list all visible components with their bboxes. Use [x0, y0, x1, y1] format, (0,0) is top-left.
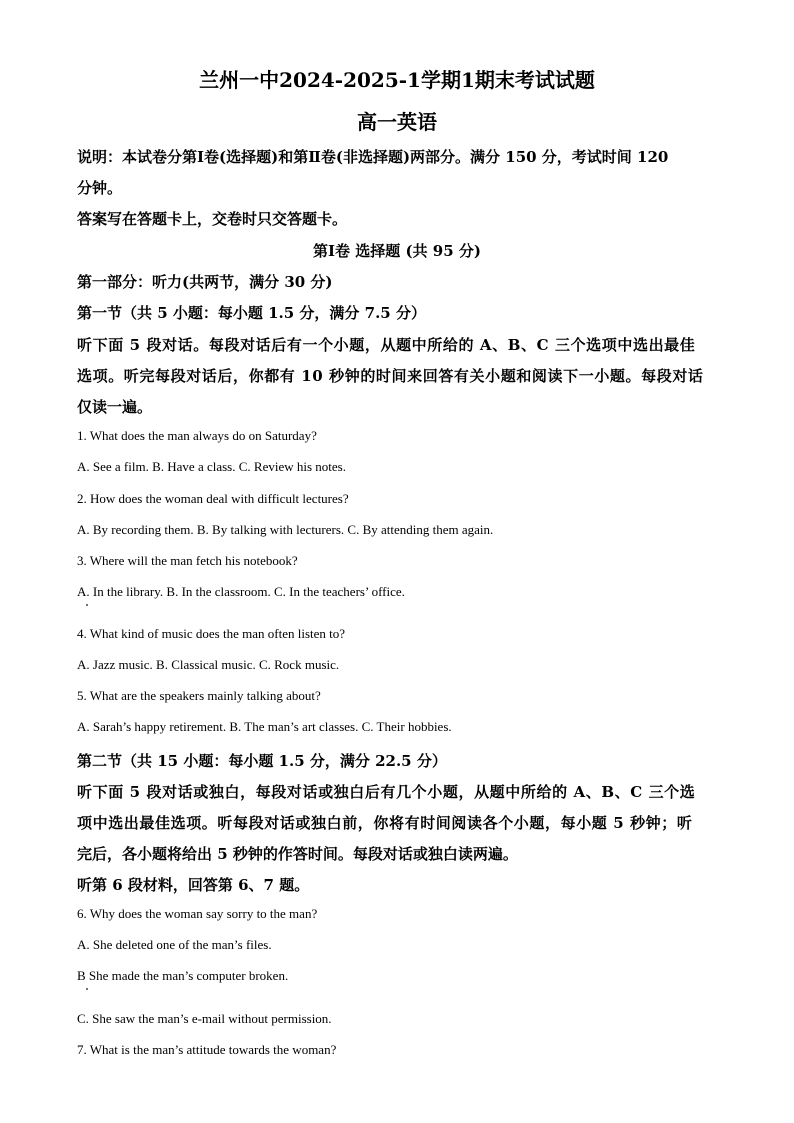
section1-directions-line-3: 仅读一遍。: [77, 398, 153, 416]
instructions-line-1: 说明：本试卷分第Ⅰ卷(选择题)和第Ⅱ卷(非选择题)两部分。满分 150 分，考试时间 120: [77, 148, 669, 166]
question-4-options: A. Jazz music. B. Classical music. C. Rock music.: [77, 657, 340, 672]
material-note: 听第 6 段材料，回答第 6、7 题。: [77, 876, 310, 894]
question-2-options: A. By recording them. B. By talking with lecturers. C. By attending them again.: [77, 522, 494, 537]
section1-directions-line-1: 听下面 5 段对话。每段对话后有一个小题，从题中所给的 A、B、C 三个选项中选出最佳: [77, 336, 696, 354]
question-3-options: A. In the library. B. In the classroom. C. In the teachers’ office.: [77, 584, 405, 599]
question-4: 4. What kind of music does the man often listen to?: [77, 626, 346, 641]
stray-dot-mark: [86, 604, 88, 606]
section2-directions-line-3: 完后，各小题将给出 5 秒钟的作答时间。每段对话或独白读两遍。: [77, 845, 518, 863]
question-7: 7. What is the man’s attitude towards the woman?: [77, 1042, 337, 1057]
exam-title: 兰州一中2024-2025-1学期1期末考试试题: [199, 68, 595, 92]
question-2: 2. How does the woman deal with difficult lectures?: [77, 491, 349, 506]
exam-subtitle: 高一英语: [357, 110, 437, 134]
question-1-options: A. See a film. B. Have a class. C. Review his notes.: [77, 459, 346, 474]
volume-heading: 第Ⅰ卷 选择题 (共 95 分): [313, 242, 481, 260]
question-5: 5. What are the speakers mainly talking about?: [77, 688, 321, 703]
part1-heading: 第一部分：听力(共两节，满分 30 分): [77, 273, 333, 291]
instructions-line-2: 分钟。: [77, 179, 123, 197]
question-6-option-c: C. She saw the man’s e-mail without permission.: [77, 1011, 332, 1026]
question-5-options: A. Sarah’s happy retirement. B. The man’s art classes. C. Their hobbies.: [77, 719, 452, 734]
question-1: 1. What does the man always do on Saturday?: [77, 428, 317, 443]
section1-heading: 第一节（共 5 小题：每小题 1.5 分，满分 7.5 分）: [77, 304, 426, 322]
section1-directions-line-2: 选项。听完每段对话后，你都有 10 秒钟的时间来回答有关小题和阅读下一小题。每段对话: [77, 367, 704, 385]
question-6-option-b: B She made the man’s computer broken.: [77, 968, 289, 983]
section2-heading: 第二节（共 15 小题：每小题 1.5 分，满分 22.5 分）: [77, 752, 447, 770]
question-6-option-a: A. She deleted one of the man’s files.: [77, 937, 272, 952]
section2-directions-line-2: 项中选出最佳选项。听每段对话或独白前，你将有时间阅读各个小题，每小题 5 秒钟；听: [77, 814, 693, 832]
stray-dot-mark: [86, 988, 88, 990]
question-6: 6. Why does the woman say sorry to the man?: [77, 906, 318, 921]
question-3: 3. Where will the man fetch his notebook?: [77, 553, 298, 568]
section2-directions-line-1: 听下面 5 段对话或独白，每段对话或独白后有几个小题，从题中所给的 A、B、C 三个选: [77, 783, 696, 801]
instructions-line-3: 答案写在答题卡上，交卷时只交答题卡。: [77, 210, 348, 228]
